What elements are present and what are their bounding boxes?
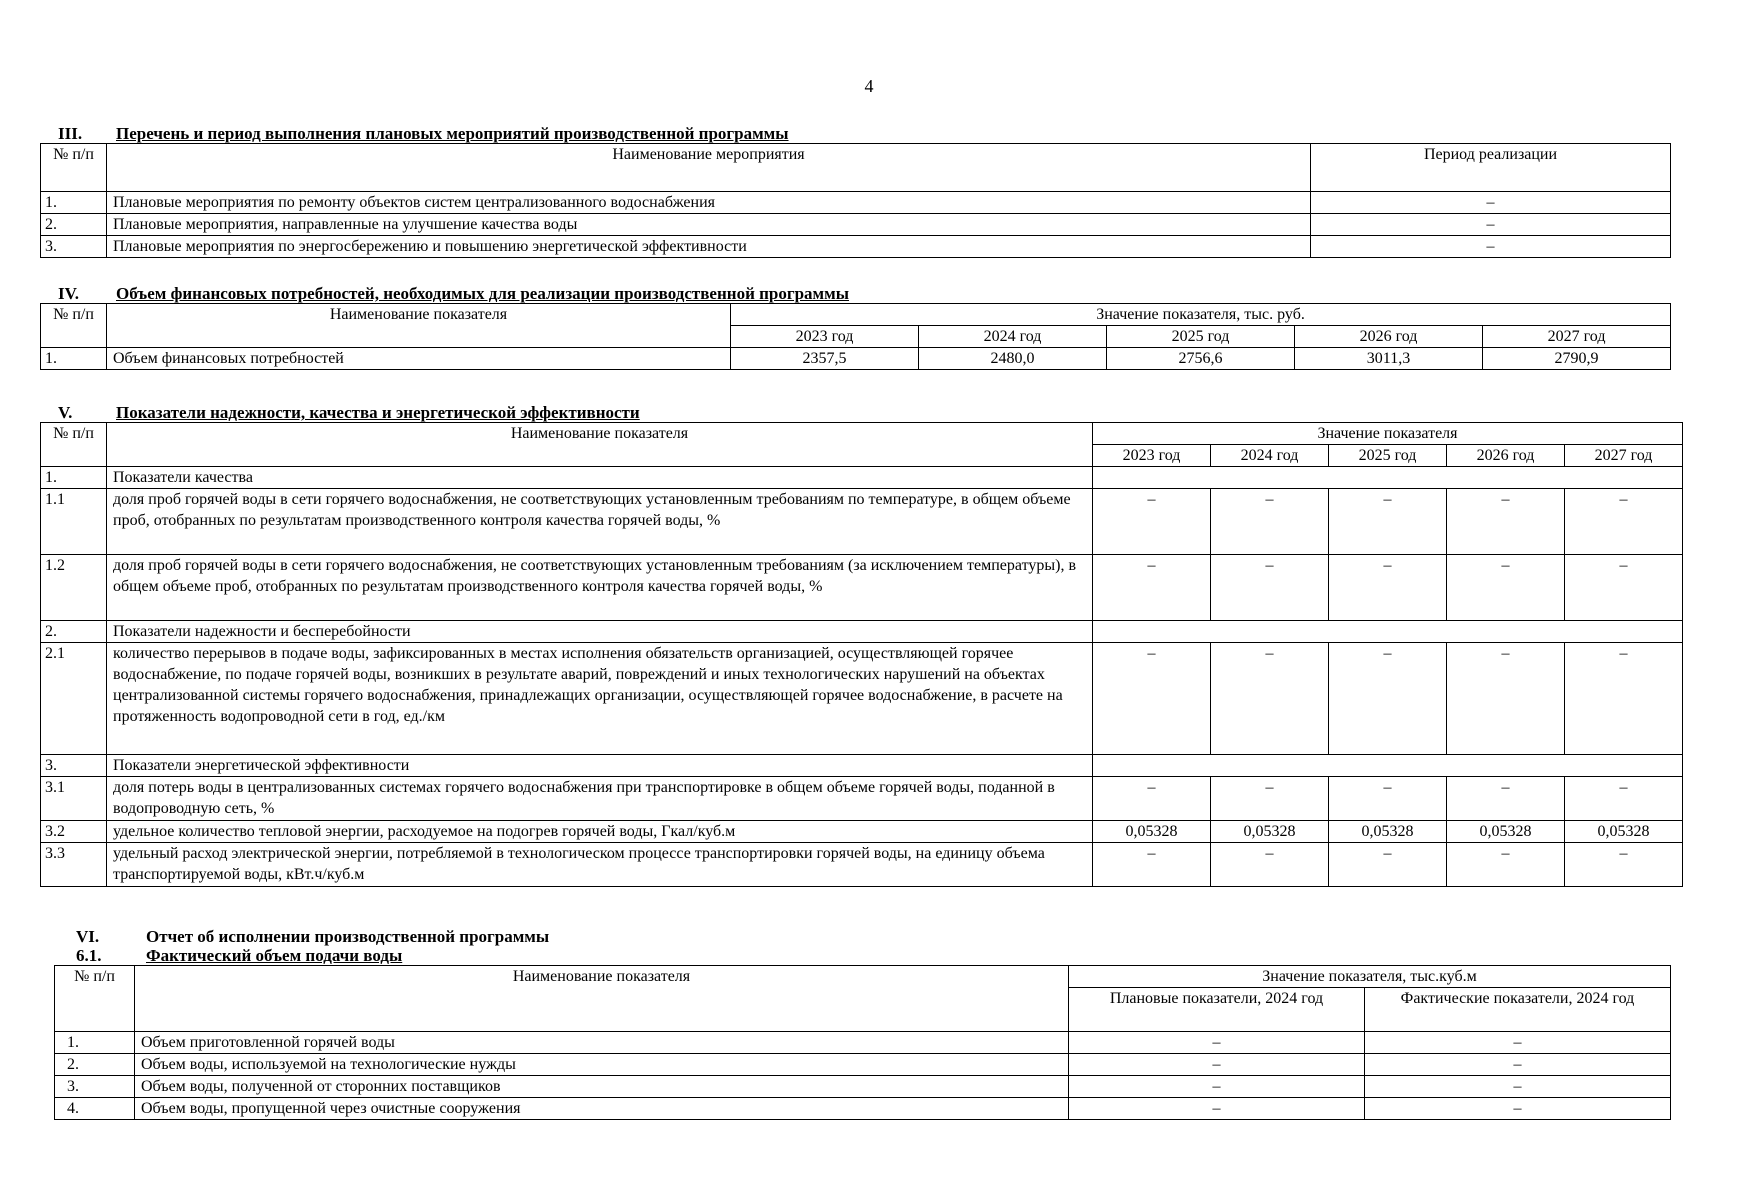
section-3 [40,124,1670,258]
section-6-1-title [54,946,1670,965]
row-name: Плановые мероприятия по энергосбережению и повышению энергетической эффективности [107,236,1311,258]
row-no: 3. [41,236,107,258]
header-period: Период реализации [1311,144,1671,192]
row-value: – [1093,777,1211,821]
row-name: Плановые мероприятия по ремонту объектов систем централизованного водоснабжения [107,192,1311,214]
header-name: Наименование показателя [135,966,1069,1032]
row-no: 1. [41,192,107,214]
table-row [55,1098,1671,1120]
row-value: – [1211,643,1329,755]
row-value: – [1329,843,1447,887]
section-6 [54,927,1670,1120]
row-no: 1. [41,467,107,489]
header-no: № п/п [41,423,107,467]
row-value: 0,05328 [1093,821,1211,843]
row-value: 0,05328 [1447,821,1565,843]
table-5 [40,422,1683,887]
row-value: – [1093,643,1211,755]
header-no: № п/п [41,304,107,348]
row-name: доля проб горячей воды в сети горячего водоснабжения, не соответствующих установленным требованиям по температуре, в общем объеме проб, отобранных по результатам производственного контроля качества горячей воды, % [107,489,1093,555]
header-value: Значение показателя, тыс. руб. [731,304,1671,326]
row-value: – [1329,643,1447,755]
row-value: – [1211,489,1329,555]
row-value: 3011,3 [1295,348,1483,370]
row-no: 2.1 [41,643,107,755]
row-value: – [1211,777,1329,821]
section-4-number: IV. [58,284,79,303]
table-row [55,1054,1671,1076]
table-row [55,1032,1671,1054]
row-name: количество перерывов в подаче воды, зафиксированных в местах исполнения обязательств организацией, осуществляющей горячее водоснабжение, по подаче горячей воды, возникших в результате аварий, повреждений и иных технологических нарушений на объектах централизованной системы горячего водоснабжения, принадлежащих организации, осуществляющей горячее водоснабжение, в расчете на протяженность водопроводной сети в год, ед./км [107,643,1093,755]
row-period: – [1311,214,1671,236]
row-value: – [1447,777,1565,821]
header-name: Наименование показателя [107,423,1093,467]
row-value: – [1447,489,1565,555]
table-row [41,555,1683,621]
row-fact: – [1365,1098,1671,1120]
section-6-title [54,927,1670,946]
row-no: 3. [41,755,107,777]
row-name: Объем финансовых потребностей [107,348,731,370]
table-row [41,214,1671,236]
row-plan: – [1069,1098,1365,1120]
table-row [41,821,1683,843]
row-no: 2. [41,214,107,236]
row-name: Плановые мероприятия, направленные на улучшение качества воды [107,214,1311,236]
row-plan: – [1069,1032,1365,1054]
row-no: 4. [55,1098,135,1120]
table-group-row [41,755,1683,777]
table-group-row [41,467,1683,489]
row-period: – [1311,192,1671,214]
row-no: 2. [41,621,107,643]
section-5-heading: Показатели надежности, качества и энергетической эффективности [116,403,640,422]
row-fact: – [1365,1076,1671,1098]
table-row [41,489,1683,555]
row-name: Объем воды, пропущенной через очистные сооружения [135,1098,1069,1120]
section-3-heading: Перечень и период выполнения плановых мероприятий производственной программы [116,124,789,143]
row-fact: – [1365,1032,1671,1054]
row-no: 1. [41,348,107,370]
row-value: – [1565,643,1683,755]
table-row [41,192,1671,214]
header-year: 2023 год [731,326,919,348]
row-value: – [1565,555,1683,621]
row-plan: – [1069,1054,1365,1076]
header-year: 2024 год [919,326,1107,348]
row-value: 2790,9 [1483,348,1671,370]
section-5 [40,403,1682,887]
row-name: Показатели надежности и бесперебойности [107,621,1093,643]
section-3-title [40,124,1670,143]
row-value: 0,05328 [1211,821,1329,843]
header-year: 2027 год [1565,445,1683,467]
header-plan: Плановые показатели, 2024 год [1069,988,1365,1032]
section-4 [40,284,1670,370]
row-name: Объем воды, полученной от сторонних поставщиков [135,1076,1069,1098]
row-empty [1093,621,1683,643]
row-name: удельный расход электрической энергии, потребляемой в технологическом процессе транспортировки горячей воды, на единицу объема транспортируемой воды, кВт.ч/куб.м [107,843,1093,887]
section-6-heading: Отчет об исполнении производственной программы [146,927,550,946]
section-5-title [40,403,1682,422]
row-empty [1093,467,1683,489]
section-4-heading: Объем финансовых потребностей, необходимых для реализации производственной программы [116,284,849,303]
section-6-number: VI. [76,927,100,946]
row-no: 3.3 [41,843,107,887]
row-value: 2357,5 [731,348,919,370]
row-no: 1. [55,1032,135,1054]
row-name: Объем приготовленной горячей воды [135,1032,1069,1054]
table-row [41,348,1671,370]
header-year: 2027 год [1483,326,1671,348]
row-value: 2756,6 [1107,348,1295,370]
table-row [41,236,1671,258]
header-value: Значение показателя [1093,423,1683,445]
row-no: 2. [55,1054,135,1076]
row-value: – [1093,555,1211,621]
row-value: – [1329,555,1447,621]
row-period: – [1311,236,1671,258]
row-name: Показатели энергетической эффективности [107,755,1093,777]
table-3 [40,143,1671,258]
header-year: 2025 год [1107,326,1295,348]
table-row [41,777,1683,821]
row-value: – [1329,489,1447,555]
header-value: Значение показателя, тыс.куб.м [1069,966,1671,988]
row-value: 0,05328 [1565,821,1683,843]
header-no: № п/п [55,966,135,1032]
header-name: Наименование показателя [107,304,731,348]
header-year: 2026 год [1295,326,1483,348]
row-value: – [1447,843,1565,887]
header-name: Наименование мероприятия [107,144,1311,192]
row-plan: – [1069,1076,1365,1098]
row-name: доля потерь воды в централизованных системах горячего водоснабжения при транспортировке в общем объеме горячей воды, поданной в водопроводную сеть, % [107,777,1093,821]
header-year: 2023 год [1093,445,1211,467]
section-6-1-number: 6.1. [76,946,102,965]
row-name: доля проб горячей воды в сети горячего водоснабжения, не соответствующих установленным требованиям (за исключением температуры), в общем объеме проб, отобранных по результатам производственного контроля качества горячей воды, % [107,555,1093,621]
row-no: 3.2 [41,821,107,843]
row-value: – [1329,777,1447,821]
header-fact: Фактические показатели, 2024 год [1365,988,1671,1032]
row-value: – [1447,643,1565,755]
row-name: Показатели качества [107,467,1093,489]
header-year: 2026 год [1447,445,1565,467]
section-5-number: V. [58,403,73,422]
row-value: – [1093,843,1211,887]
row-no: 1.2 [41,555,107,621]
section-3-number: III. [58,124,83,143]
row-value: – [1211,555,1329,621]
row-value: 0,05328 [1329,821,1447,843]
table-4 [40,303,1671,370]
header-year: 2024 год [1211,445,1329,467]
page-number: 4 [864,76,874,96]
row-value: – [1093,489,1211,555]
row-name: удельное количество тепловой энергии, расходуемое на подогрев горячей воды, Гкал/куб.м [107,821,1093,843]
header-no: № п/п [41,144,107,192]
table-row [55,1076,1671,1098]
row-value: – [1447,555,1565,621]
table-row [41,843,1683,887]
row-no: 3.1 [41,777,107,821]
row-no: 3. [55,1076,135,1098]
header-year: 2025 год [1329,445,1447,467]
section-4-title [40,284,1670,303]
table-6 [54,965,1671,1120]
table-row [41,643,1683,755]
section-6-1-heading: Фактический объем подачи воды [146,946,403,965]
row-value: – [1565,489,1683,555]
row-value: – [1211,843,1329,887]
row-empty [1093,755,1683,777]
row-name: Объем воды, используемой на технологические нужды [135,1054,1069,1076]
row-value: 2480,0 [919,348,1107,370]
table-group-row [41,621,1683,643]
row-no: 1.1 [41,489,107,555]
row-fact: – [1365,1054,1671,1076]
row-value: – [1565,777,1683,821]
row-value: – [1565,843,1683,887]
